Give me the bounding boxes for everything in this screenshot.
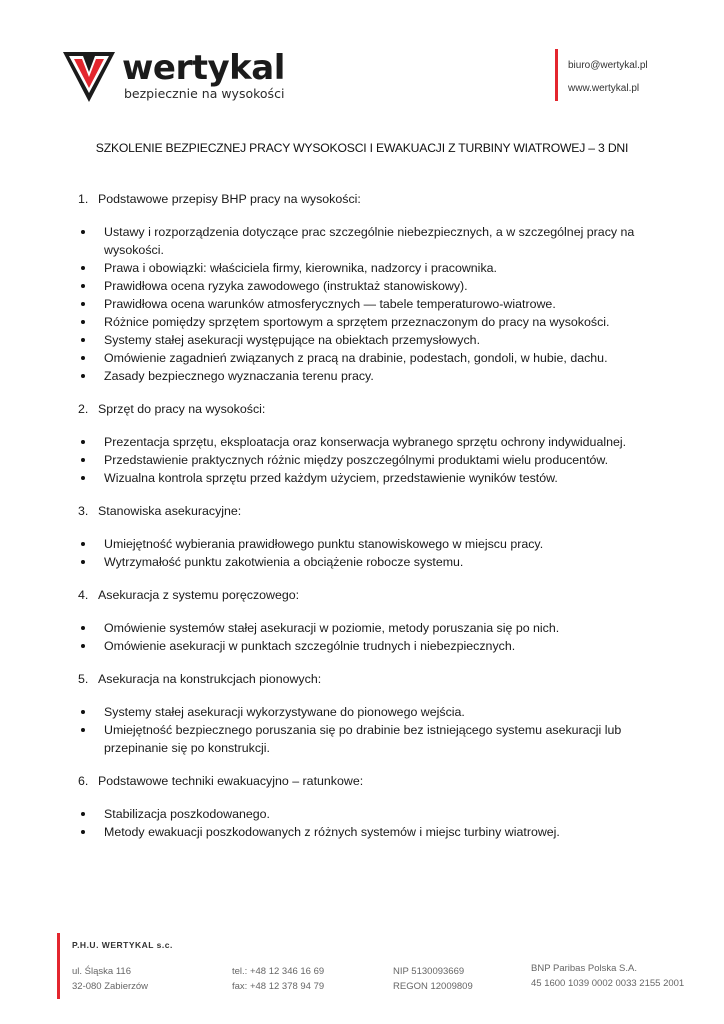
footer-bank [531, 961, 684, 991]
bullet-dot-icon [81, 560, 85, 564]
footer-bank-account: 45 1600 1039 0002 0033 2155 2001 [531, 978, 685, 989]
footer-postal-city: 32-080 Zabierzów [72, 981, 149, 992]
list-item-text: Prawidłowa ocena ryzyka zawodowego (instruktaż stanowiskowy). [104, 279, 468, 293]
section-number: 2. [78, 402, 89, 416]
section-1 [78, 190, 678, 385]
bullet-dot-icon [81, 710, 85, 714]
logo-emblem-icon [58, 46, 120, 108]
bullet-dot-icon [81, 302, 85, 306]
section-heading [78, 190, 678, 208]
section-heading [78, 502, 678, 520]
list-item-text: Omówienie zagadnień związanych z pracą na drabinie, podestach, gondoli, w hubie, dachu. [104, 351, 608, 365]
list-item [78, 331, 678, 349]
bullet-dot-icon [81, 338, 85, 342]
footer-accent-bar [57, 933, 60, 999]
section-heading [78, 586, 678, 604]
list-item-text: Stabilizacja poszkodowanego. [104, 807, 271, 821]
section-number: 3. [78, 504, 89, 518]
section-number: 6. [78, 774, 89, 788]
footer-phones [232, 964, 324, 994]
document-title: SZKOLENIE BEZPIECZNEJ PRACY WYSOKOSCI I EWAKUACJI Z TURBINY WIATROWEJ – 3 DNI [95, 141, 629, 155]
list-item [78, 805, 678, 823]
footer-street: ul. Śląska 116 [72, 966, 131, 977]
list-item-text: Omówienie asekuracji w punktach szczególnie trudnych i niebezpiecznych. [104, 639, 516, 653]
bullet-dot-icon [81, 542, 85, 546]
bullet-list [78, 619, 678, 655]
section-heading [78, 670, 678, 688]
bullet-dot-icon [81, 812, 85, 816]
list-item [78, 349, 678, 367]
section-heading [78, 400, 678, 418]
footer-bank-name: BNP Paribas Polska S.A. [531, 963, 637, 974]
list-item [78, 535, 678, 553]
list-item [78, 223, 678, 259]
bullet-list [78, 223, 678, 385]
logo-wordmark: wertykal [122, 48, 285, 88]
bullet-dot-icon [81, 320, 85, 324]
bullet-dot-icon [81, 266, 85, 270]
bullet-dot-icon [81, 476, 85, 480]
list-item-text: Wytrzymałość punktu zakotwienia a obciążenie robocze systemu. [104, 555, 464, 569]
list-item [78, 295, 678, 313]
list-item [78, 469, 678, 487]
section-heading-text: Podstawowe przepisy BHP pracy na wysokości: [98, 192, 361, 206]
company-logo [58, 46, 308, 108]
footer-fax: fax: +48 12 378 94 79 [232, 981, 325, 992]
bullet-dot-icon [81, 356, 85, 360]
section-number: 4. [78, 588, 89, 602]
section-heading-text: Podstawowe techniki ewakuacyjno – ratunkowe: [98, 774, 364, 788]
footer-tel: tel.: +48 12 346 16 69 [232, 966, 325, 977]
list-item-text: Ustawy i rozporządzenia dotyczące prac szczególnie niebezpiecznych, a w szczególnej pracy na wysokości. [104, 225, 635, 257]
section-heading-text: Asekuracja na konstrukcjach pionowych: [98, 672, 322, 686]
section-heading-text: Sprzęt do pracy na wysokości: [98, 402, 266, 416]
section-number: 5. [78, 672, 89, 686]
section-number: 1. [78, 192, 89, 206]
bullet-dot-icon [81, 374, 85, 378]
bullet-dot-icon [81, 644, 85, 648]
document-body [78, 190, 678, 856]
list-item-text: Przedstawienie praktycznych różnic między poszczególnymi produktami wielu producentów. [104, 453, 609, 467]
footer-company-name: P.H.U. WERTYKAL s.c. [72, 940, 173, 950]
list-item [78, 703, 678, 721]
footer-address [72, 964, 148, 994]
section-6 [78, 772, 678, 841]
contact-website[interactable]: www.wertykal.pl [568, 83, 640, 94]
list-item-text: Umiejętność wybierania prawidłowego punktu stanowiskowego w miejscu pracy. [104, 537, 544, 551]
section-3 [78, 502, 678, 571]
list-item-text: Systemy stałej asekuracji wykorzystywane do pionowego wejścia. [104, 705, 465, 719]
bullet-list [78, 703, 678, 757]
header-accent-bar [555, 49, 558, 101]
list-item [78, 553, 678, 571]
list-item-text: Zasady bezpiecznego wyznaczania terenu pracy. [104, 369, 374, 383]
list-item [78, 721, 678, 757]
footer-nip: NIP 5130093669 [393, 966, 465, 977]
list-item-text: Omówienie systemów stałej asekuracji w poziomie, metody poruszania się po nich. [104, 621, 560, 635]
list-item [78, 367, 678, 385]
bullet-dot-icon [81, 728, 85, 732]
bullet-list [78, 535, 678, 571]
bullet-dot-icon [81, 230, 85, 234]
list-item [78, 619, 678, 637]
list-item-text: Wizualna kontrola sprzętu przed każdym użyciem, przedstawienie wyników testów. [104, 471, 558, 485]
logo-tagline: bezpiecznie na wysokości [124, 86, 285, 101]
contact-email[interactable]: biuro@wertykal.pl [568, 60, 648, 71]
bullet-list [78, 805, 678, 841]
bullet-dot-icon [81, 626, 85, 630]
bullet-dot-icon [81, 284, 85, 288]
section-5 [78, 670, 678, 757]
list-item [78, 823, 678, 841]
footer-regon: REGON 12009809 [393, 981, 473, 992]
section-heading-text: Stanowiska asekuracyjne: [98, 504, 242, 518]
list-item [78, 637, 678, 655]
list-item [78, 277, 678, 295]
bullet-list [78, 433, 678, 487]
list-item-text: Metody ewakuacji poszkodowanych z różnych systemów i miejsc turbiny wiatrowej. [104, 825, 560, 839]
list-item-text: Prawa i obowiązki: właściciela firmy, kierownika, nadzorcy i pracownika. [104, 261, 497, 275]
list-item [78, 451, 678, 469]
section-4 [78, 586, 678, 655]
section-heading-text: Asekuracja z systemu poręczowego: [98, 588, 300, 602]
list-item-text: Prawidłowa ocena warunków atmosferycznych — tabele temperaturowo-wiatrowe. [104, 297, 556, 311]
bullet-dot-icon [81, 458, 85, 462]
list-item-text: Różnice pomiędzy sprzętem sportowym a sprzętem przeznaczonym do pracy na wysokości. [104, 315, 610, 329]
section-heading [78, 772, 678, 790]
section-2 [78, 400, 678, 487]
list-item [78, 433, 678, 451]
list-item-text: Prezentacja sprzętu, eksploatacja oraz konserwacja wybranego sprzętu ochrony indywidualnej. [104, 435, 627, 449]
footer-registration [393, 964, 473, 994]
bullet-dot-icon [81, 440, 85, 444]
bullet-dot-icon [81, 830, 85, 834]
list-item [78, 259, 678, 277]
list-item [78, 313, 678, 331]
list-item-text: Umiejętność bezpiecznego poruszania się po drabinie bez istniejącego systemu asekuracji lub przepinanie się po konstrukcji. [104, 723, 622, 755]
list-item-text: Systemy stałej asekuracji występujące na obiektach przemysłowych. [104, 333, 481, 347]
